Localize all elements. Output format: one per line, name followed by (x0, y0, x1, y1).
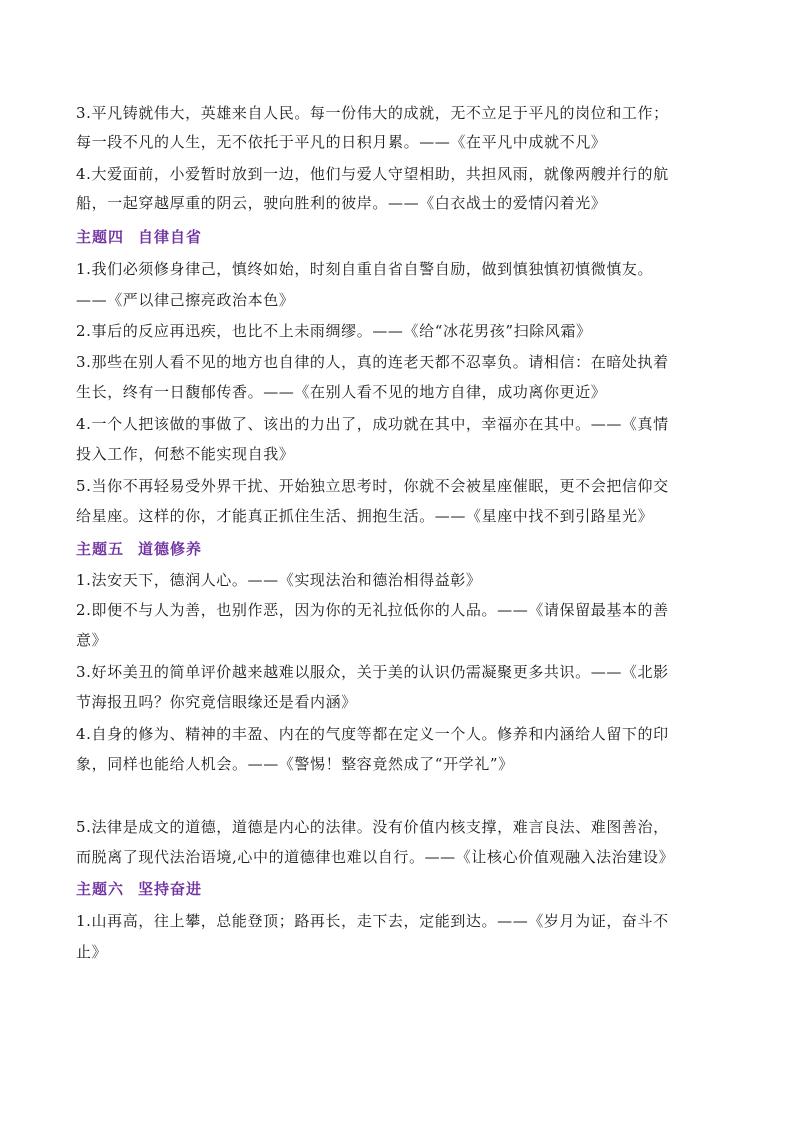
section-title: 自律自省 (138, 228, 203, 246)
section-title: 道德修养 (138, 540, 203, 558)
text-line: 3.平凡铸就伟大，英雄来自人民。每一份伟大的成就，无不立足于平凡的岗位和工作； (76, 104, 669, 122)
text-line: 每一段不凡的人生，无不依托于平凡的日积月累。——《在平凡中成就不凡》 (76, 133, 607, 151)
section-heading (76, 538, 202, 560)
text-line: 船，一起穿越厚重的阴云，驶向胜利的彼岸。——《白衣战士的爱情闪着光》 (76, 194, 607, 212)
text-line: 4.一个人把该做的事做了、该出的力出了，成功就在其中，幸福亦在其中。——《真情 (76, 415, 669, 433)
section-title: 坚持奋进 (138, 880, 203, 898)
text-line: 1.山再高，往上攀，总能登顶；路再长，走下去，定能到达。——《岁月为证，奋斗不 (76, 912, 669, 930)
text-line: 4.自身的修为、精神的丰盈、内在的气度等都在定义一个人。修养和内涵给人留下的印 (76, 725, 669, 743)
text-line: 3.那些在别人看不见的地方也自律的人，真的连老天都不忍辜负。请相信：在暗处执着 (76, 353, 669, 371)
section-number: 主题五 (76, 540, 125, 558)
text-line: 2.事后的反应再迅疾，也比不上未雨绸缪。——《给“冰花男孩”扫除风霜》 (76, 322, 592, 340)
text-line: 节海报丑吗？你究竟信眼缘还是看内涵》 (76, 693, 357, 711)
text-line: 2.即便不与人为善，也别作恶，因为你的无礼拉低你的人品。——《请保留最基本的善 (76, 601, 669, 619)
text-line: 止》 (76, 943, 108, 961)
text-line: 投入工作，何愁不能实现自我》 (76, 445, 295, 463)
text-line: 5.法律是成文的道德，道德是内心的法律。没有价值内核支撑，难言良法、难图善治， (76, 818, 669, 836)
text-line: 1.我们必须修身律己，慎终如始，时刻自重自省自警自励，做到慎独慎初慎微慎友。 (76, 260, 654, 278)
text-line: 3.好坏美丑的简单评价越来越难以服众，关于美的认识仍需凝聚更多共识。——《北影 (76, 663, 669, 681)
text-line: 5.当你不再轻易受外界干扰、开始独立思考时，你就不会被星座催眠，更不会把信仰交 (76, 477, 669, 495)
text-line: 意》 (76, 631, 108, 649)
text-line: 象，同样也能给人机会。——《警惕！整容竟然成了“开学礼”》 (76, 755, 514, 773)
section-number: 主题六 (76, 880, 125, 898)
section-heading (76, 878, 202, 900)
text-line: 而脱离了现代法治语境,心中的道德律也难以自行。——《让核心价值观融入法治建设》 (76, 848, 675, 866)
section-heading (76, 226, 202, 248)
section-number: 主题四 (76, 228, 125, 246)
text-line: 给星座。这样的你，才能真正抓住生活、拥抱生活。——《星座中找不到引路星光》 (76, 507, 654, 525)
text-line: 1.法安天下，德润人心。——《实现法治和德治相得益彰》 (76, 571, 482, 589)
text-line: ——《严以律己擦亮政治本色》 (76, 291, 295, 309)
text-line: 生长，终有一日馥郁传香。——《在别人看不见的地方自律，成功离你更近》 (76, 383, 607, 401)
text-line: 4.大爱面前，小爱暂时放到一边，他们与爱人守望相助，共担风雨，就像两艘并行的航 (76, 165, 669, 183)
